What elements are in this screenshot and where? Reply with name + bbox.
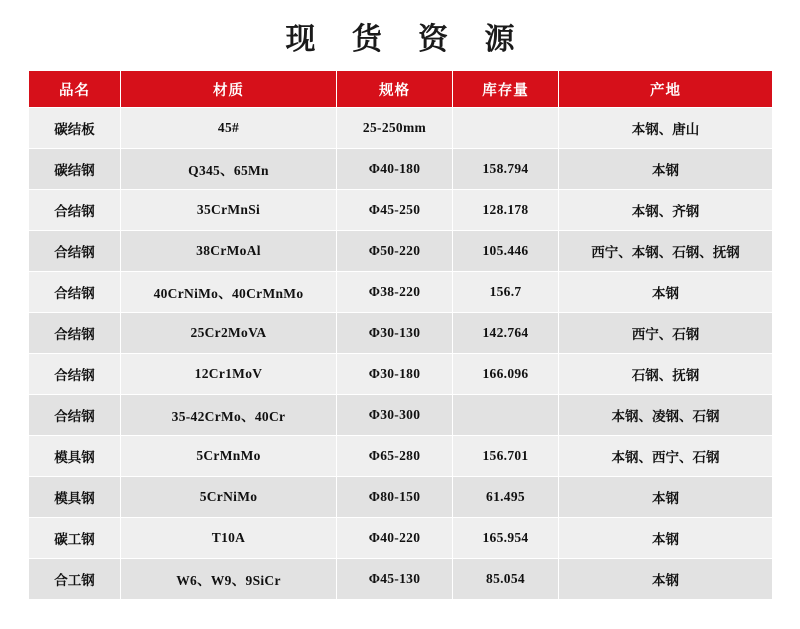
cell-grade: 35-42CrMo、40Cr (121, 395, 337, 436)
table-row (29, 272, 773, 313)
table-row (29, 477, 773, 518)
cell-name: 合工钢 (29, 559, 121, 600)
cell-origin: 本钢 (559, 149, 773, 190)
cell-stock: 61.495 (453, 477, 559, 518)
table-row (29, 231, 773, 272)
cell-spec: Φ30-300 (337, 395, 453, 436)
cell-stock: 85.054 (453, 559, 559, 600)
cell-grade: 25Cr2MoVA (121, 313, 337, 354)
stock-table (28, 70, 773, 600)
cell-stock: 165.954 (453, 518, 559, 559)
cell-name: 合结钢 (29, 354, 121, 395)
cell-spec: Φ45-130 (337, 559, 453, 600)
cell-origin: 本钢 (559, 559, 773, 600)
cell-name: 合结钢 (29, 395, 121, 436)
cell-stock: 156.701 (453, 436, 559, 477)
cell-origin: 西宁、本钢、石钢、抚钢 (559, 231, 773, 272)
cell-spec: Φ40-220 (337, 518, 453, 559)
cell-stock: 166.096 (453, 354, 559, 395)
table-header-row (29, 71, 773, 108)
cell-grade: 5CrMnMo (121, 436, 337, 477)
cell-name: 碳结钢 (29, 149, 121, 190)
table-header (29, 71, 773, 108)
cell-spec: Φ30-130 (337, 313, 453, 354)
table-row (29, 436, 773, 477)
table-row (29, 354, 773, 395)
cell-grade: 35CrMnSi (121, 190, 337, 231)
table-row (29, 149, 773, 190)
table-row (29, 108, 773, 149)
cell-stock: 142.764 (453, 313, 559, 354)
cell-origin: 西宁、石钢 (559, 313, 773, 354)
cell-grade: T10A (121, 518, 337, 559)
cell-grade: 12Cr1MoV (121, 354, 337, 395)
stock-table-container (0, 70, 800, 600)
cell-origin: 本钢、西宁、石钢 (559, 436, 773, 477)
cell-origin: 本钢 (559, 518, 773, 559)
cell-origin: 本钢、凌钢、石钢 (559, 395, 773, 436)
cell-grade: W6、W9、9SiCr (121, 559, 337, 600)
cell-stock: 105.446 (453, 231, 559, 272)
cell-name: 合结钢 (29, 190, 121, 231)
cell-grade: 38CrMoAl (121, 231, 337, 272)
cell-stock: 156.7 (453, 272, 559, 313)
cell-spec: Φ50-220 (337, 231, 453, 272)
cell-grade: 40CrNiMo、40CrMnMo (121, 272, 337, 313)
cell-name: 模具钢 (29, 477, 121, 518)
cell-spec: Φ65-280 (337, 436, 453, 477)
table-row (29, 395, 773, 436)
cell-origin: 本钢 (559, 272, 773, 313)
cell-grade: 5CrNiMo (121, 477, 337, 518)
column-header-grade: 材质 (121, 71, 337, 108)
cell-stock (453, 395, 559, 436)
column-header-origin: 产地 (559, 71, 773, 108)
cell-name: 合结钢 (29, 313, 121, 354)
cell-spec: Φ80-150 (337, 477, 453, 518)
page-title: 现 货 资 源 (285, 23, 529, 56)
cell-origin: 本钢、齐钢 (559, 190, 773, 231)
cell-origin: 石钢、抚钢 (559, 354, 773, 395)
cell-spec: Φ38-220 (337, 272, 453, 313)
column-header-name: 品名 (29, 71, 121, 108)
column-header-spec: 规格 (337, 71, 453, 108)
cell-spec: 25-250mm (337, 108, 453, 149)
cell-origin: 本钢 (559, 477, 773, 518)
table-row (29, 518, 773, 559)
cell-name: 碳工钢 (29, 518, 121, 559)
cell-stock (453, 108, 559, 149)
table-body (29, 108, 773, 600)
cell-name: 模具钢 (29, 436, 121, 477)
cell-name: 碳结板 (29, 108, 121, 149)
cell-spec: Φ30-180 (337, 354, 453, 395)
table-row (29, 313, 773, 354)
cell-spec: Φ45-250 (337, 190, 453, 231)
cell-grade: Q345、65Mn (121, 149, 337, 190)
cell-spec: Φ40-180 (337, 149, 453, 190)
table-row (29, 559, 773, 600)
cell-stock: 158.794 (453, 149, 559, 190)
cell-origin: 本钢、唐山 (559, 108, 773, 149)
cell-stock: 128.178 (453, 190, 559, 231)
cell-name: 合结钢 (29, 272, 121, 313)
table-row (29, 190, 773, 231)
column-header-stock: 库存量 (453, 71, 559, 108)
cell-name: 合结钢 (29, 231, 121, 272)
cell-grade: 45# (121, 108, 337, 149)
